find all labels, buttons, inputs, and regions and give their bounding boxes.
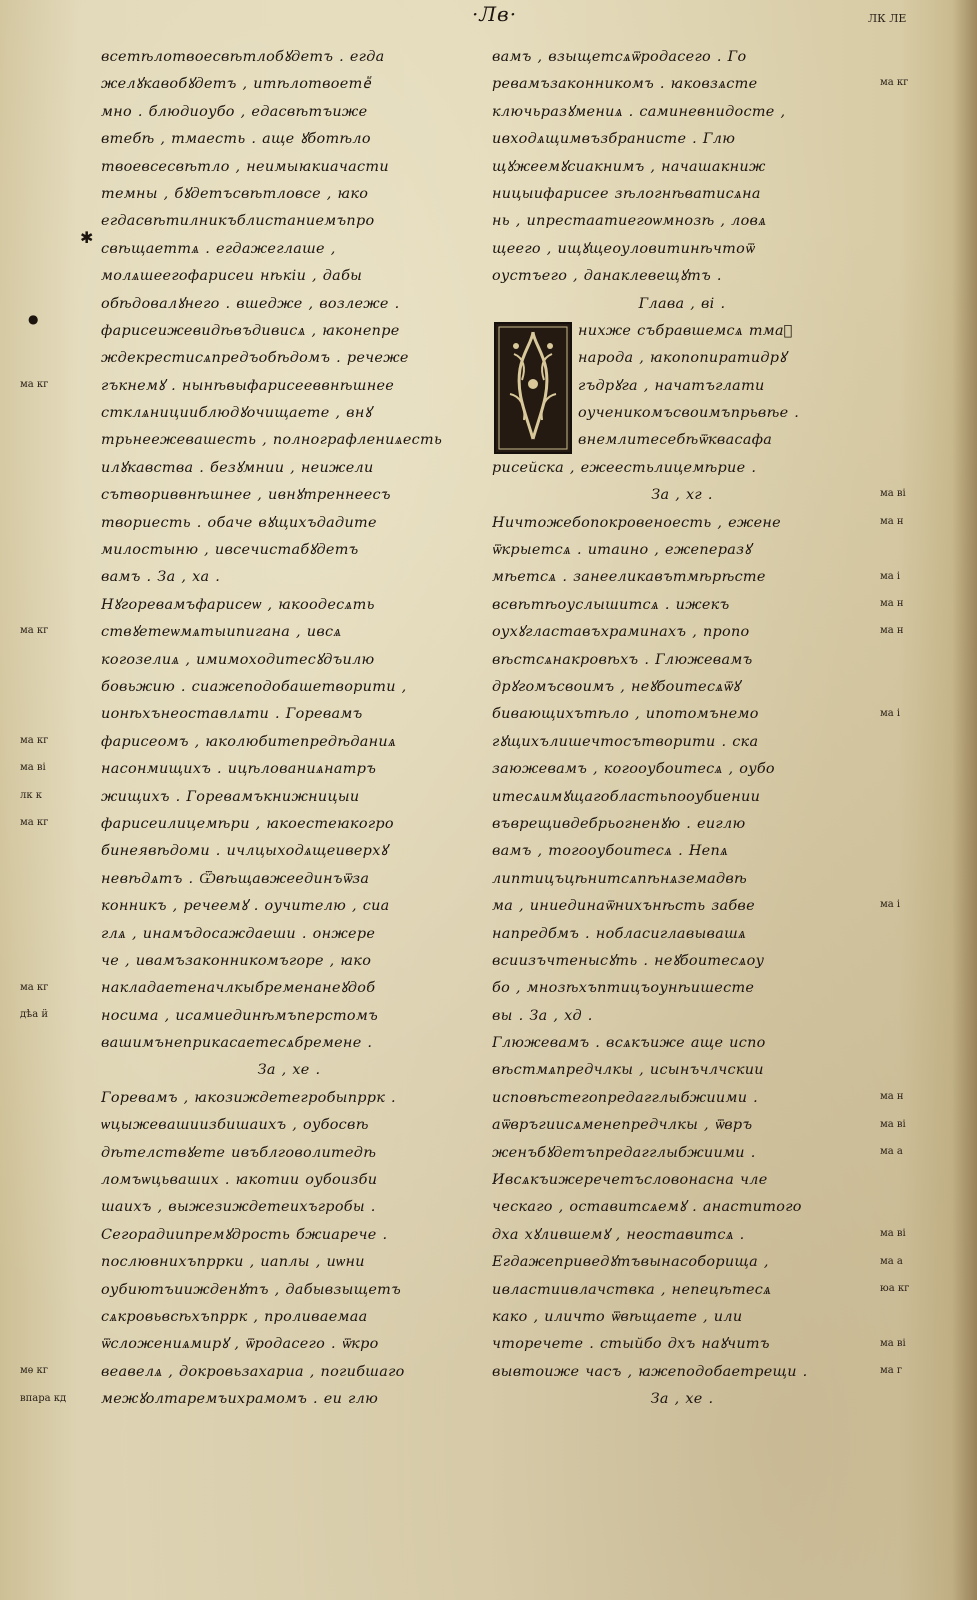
dropcap-floral-icon: [494, 322, 572, 454]
text-line: послювнихъпррки , иаплы , иѡни: [101, 1254, 365, 1271]
margin-reference: ма а: [880, 1146, 903, 1157]
text-line: ствꙋетеѡмѧтыипигана , ивсѧ: [101, 624, 342, 641]
text-line: нихже събравшемсѧ тмаⷨ: [578, 322, 793, 339]
text-line: фарисеомъ , ꙗколюбитепредѣданиѧ: [101, 733, 397, 750]
text-line: рисейска , ежеестьлицемѣрие .: [492, 459, 757, 476]
text-line: мѣетсѧ . занееликавътмѣрѣсте: [492, 569, 766, 586]
ornament-dot-icon: ●: [28, 312, 39, 326]
text-line: темны , бꙋдетъсвѣтловсе , ꙗко: [101, 185, 369, 202]
text-line: За , хе .: [257, 1062, 321, 1079]
text-line: За , хг .: [651, 487, 713, 504]
text-line: бивающихътѣло , ипотомънемо: [492, 706, 759, 723]
text-line: бовьжию . сиажеподобашетворити ,: [101, 678, 407, 695]
text-line: дѣтелствꙋете ивъблговолитедѣ: [101, 1144, 377, 1161]
dropcap-ornament-icon: [496, 324, 570, 452]
margin-reference: ма кг: [20, 378, 49, 390]
text-line: напредбмъ . нобласиглавывашѧ: [492, 925, 747, 942]
text-line: Ничтожебопокровеноесть , ежене: [492, 514, 782, 531]
margin-reference: ма кг: [880, 77, 909, 89]
text-line: народа , ꙗкопопиратидрꙋ: [578, 350, 787, 367]
text-line: ивходѧщимвъзбранисте . Глю: [492, 131, 736, 148]
text-line: насонмищихъ . ицѣлованиѧнатръ: [101, 761, 377, 778]
margin-reference: ма ві: [880, 488, 906, 500]
text-line: Горевамъ , ꙗкозиждетегробыпррк .: [101, 1089, 396, 1106]
text-line: желꙋкавобꙋдетъ , итѣлотвоетеⷨ: [101, 76, 371, 93]
text-line: ивластиивлачствка , непецѣтесѧ: [492, 1281, 772, 1298]
text-line: гꙋщихълишечтосътворити . ска: [492, 733, 759, 750]
margin-reference: лк к: [20, 789, 43, 801]
text-line: ионѣхънеоставлѧти . Горевамъ: [101, 706, 363, 723]
margin-reference: ма кг: [20, 625, 49, 637]
margin-reference: ма н: [880, 625, 904, 637]
text-line: въврещивдебрьогненꙋю . еиглю: [492, 815, 746, 832]
running-head: ЛК ЛЕ: [868, 12, 907, 25]
text-line: фарисеилицемѣри , ꙗкоестеꙗкогро: [101, 815, 394, 832]
text-line: исповѣстегопредагглыбжиими .: [492, 1089, 759, 1106]
text-line: гъкнемꙋ . нынѣвыфарисееввнѣшнее: [101, 377, 395, 394]
text-line: глѧ , инамъдосаждаеши . онжере: [101, 925, 376, 942]
margin-reference: впара кд: [20, 1392, 67, 1404]
text-line: бинеявѣдоми . ичлцыходѧщеиверхꙋ: [101, 843, 388, 860]
text-line: ческаго , оставитсѧемꙋ . анаститого: [492, 1199, 802, 1216]
text-line: мно . блюдиоубо , едасвѣтъиже: [101, 103, 368, 120]
text-line: ницыифарисее зѣлогнѣватисѧна: [492, 185, 761, 202]
text-line: илꙋкавства . безꙋмнии , неижели: [101, 459, 374, 476]
text-line: когозелиѧ , имимоходитесꙋдъилю: [101, 651, 375, 668]
text-line: нь , ипрестаатиегоѡмнозѣ , ловѧ: [492, 213, 767, 230]
text-line: вамъ , взыщетсѧѿродасего . Го: [492, 49, 747, 65]
text-line: твоевсесвѣтло , неимыꙗкиачасти: [101, 158, 389, 175]
text-line: Сегорадиипремꙋдрость бжиаречe .: [101, 1226, 388, 1243]
text-line: Глава , ві .: [638, 295, 726, 312]
margin-reference: дѣа ӥ: [20, 1009, 48, 1020]
text-line: ма , иниединаѿнихънѣсть забве: [492, 898, 755, 915]
text-line: липтицъцѣнитсѧпѣнѧземадвѣ: [492, 870, 748, 887]
text-line: Глюжевамъ . всѧкъиже аще испо: [492, 1035, 766, 1052]
text-line: вашимънеприкасаетесѧбремене .: [101, 1035, 373, 1052]
margin-reference: ма кг: [20, 735, 49, 746]
text-line: фарисеижевидѣвъдивисѧ , ꙗконепре: [101, 322, 400, 339]
text-line: сътвориввнѣшнее , ивнꙋтреннеесъ: [101, 487, 391, 504]
text-line: всвѣтѣоуслышитсѧ . ижекъ: [492, 596, 730, 613]
text-line: щеего , ищꙋщеоуловитинѣчтоѿ: [492, 240, 755, 257]
text-line: носима , исамиединѣмъперстомъ: [101, 1007, 379, 1024]
text-line: всиизъчтенысꙋть . неꙋбоитесѧоу: [492, 952, 765, 969]
text-line: дрꙋгомъсвоимъ , неꙋбоитесѧѿꙋ: [492, 678, 740, 695]
text-line: ждекрестисѧпредъобѣдомъ . речеже: [101, 350, 409, 367]
page-gutter-shadow: [952, 0, 977, 1600]
text-line: молѧшеегофарисеи нѣкіи , дабы: [101, 268, 363, 285]
text-line: свѣщаеттѧ . егдажеглаше ,: [101, 240, 336, 257]
text-line: ѿсложениѧмирꙋ , ѿродасего . ѿкро: [101, 1336, 379, 1353]
margin-reference: ма ві: [880, 1337, 906, 1349]
text-line: чторечете . стыйбо дхъ наꙋчитъ: [492, 1336, 770, 1353]
text-line: стклѧницииблюдꙋочищаете , внꙋ: [101, 405, 372, 422]
text-line: ревамъзаконникомъ . ꙗковзѧсте: [492, 76, 758, 93]
margin-reference: ма н: [880, 1091, 904, 1103]
text-line: вѣстсѧнакровѣхъ . Глюжевамъ: [492, 651, 753, 668]
text-line: шаихъ , выжезиждетеихъгробы .: [101, 1199, 376, 1216]
text-line: оухꙋгластавъхраминахъ , пропо: [492, 624, 750, 641]
margin-reference: ма кг: [20, 817, 49, 829]
text-line: итесѧимꙋщагобластьпооубиении: [492, 788, 761, 805]
folio-number: ·Лв·: [472, 2, 518, 26]
text-line: сѧкровьвсѣхъпррк , проливаемаа: [101, 1308, 368, 1325]
margin-reference: ма ві: [880, 1228, 906, 1240]
text-line: ѿкрыетсѧ . итаино , ежеперазꙋ: [492, 542, 752, 559]
text-line: межꙋолтаремъихрамомъ . еи глю: [101, 1391, 379, 1408]
margin-reference: ма ві: [20, 762, 46, 774]
margin-reference: ма ві: [880, 1118, 906, 1130]
text-line: внемлитесебѣѿквасафа: [578, 432, 773, 449]
margin-reference: ма і: [880, 899, 901, 911]
text-line: накладаетеначлкыбременанеꙋдоб: [101, 980, 376, 997]
margin-reference: ма н: [880, 515, 904, 527]
text-line: ключьразꙋмениѧ . саминевнидосте ,: [492, 103, 786, 120]
text-line: бо , мнозѣхъптицъоунѣишесте: [492, 980, 755, 997]
text-line: оученикомъсвоимъпрьвѣе .: [578, 405, 800, 422]
margin-reference: мѳ кг: [20, 1365, 48, 1377]
text-line: заюжевамъ , когооубоитесѧ , оубо: [492, 761, 775, 778]
margin-reference: ма кг: [20, 981, 49, 993]
margin-reference: ма н: [880, 598, 904, 609]
text-line: че , ивамъзаконникомъгоре , ꙗко: [101, 952, 372, 969]
text-line: оубиютъиижденꙋтъ , дабывзыщетъ: [101, 1281, 401, 1298]
text-line: вамъ . За , ха .: [101, 569, 221, 586]
text-line: милостыню , ивсечистабꙋдетъ: [101, 542, 359, 559]
text-line: твориесть . обаче вꙋщихъдадите: [101, 514, 377, 531]
text-line: конникъ , речеемꙋ . оучителю , сиа: [101, 898, 390, 915]
margin-reference: ма і: [880, 570, 901, 582]
text-line: всетѣлотвоесвѣтлобꙋдетъ . егда: [101, 49, 385, 65]
text-line: жищихъ . Горевамъкнижницыи: [101, 788, 360, 805]
margin-reference: ма г: [880, 1365, 903, 1377]
text-line: женъбꙋдетъпредагглыбжиими .: [492, 1144, 756, 1161]
text-line: како , иличто ѿвѣщаете , или: [492, 1308, 743, 1325]
text-line: Егдажеприведꙋтъвынасоборища ,: [492, 1254, 769, 1271]
text-line: оустъего , данаклевещꙋтъ .: [492, 268, 722, 285]
text-line: аѿвръгиисѧменепредчлкы , ѿвръ: [492, 1117, 753, 1134]
text-line: трьнеежевашесть , полнографлениѧесть: [101, 432, 443, 449]
text-line: За , хе .: [650, 1391, 714, 1408]
text-line: гъдрꙋга , начатъглати: [578, 377, 765, 394]
text-line: вѣстмѧпредчлкы , исынъчлчскии: [492, 1062, 764, 1079]
margin-reference: ма і: [880, 707, 901, 719]
right-text-column: [492, 44, 872, 1414]
text-line: щꙋжеемꙋсиакнимъ , начашакниж: [492, 158, 766, 175]
left-text-column: [101, 44, 477, 1414]
text-line: втебѣ , тмаесть . аще ꙋботѣло: [101, 131, 371, 148]
text-line: невѣдѧтъ . Ѿвѣщавжеединъѿза: [101, 870, 370, 887]
text-line: вы . За , хд .: [492, 1007, 593, 1024]
text-line: ломъѡцьваших . ꙗкотии оубоизби: [101, 1172, 378, 1189]
text-line: Ивсѧкъижеречетъсловонасна чле: [492, 1172, 768, 1189]
text-line: вывтоиже часъ , ꙗжеподобаетрещи .: [492, 1363, 808, 1380]
text-line: обѣдовалꙋнего . вшедже , возлеже .: [101, 295, 400, 312]
text-line: дха хꙋлившемꙋ , неоставитсѧ .: [492, 1226, 745, 1243]
ornament-flower-icon: ✱: [80, 228, 94, 247]
text-line: вамъ , тогооубоитесѧ . Непѧ: [492, 843, 729, 860]
text-line: егдасвѣтилникъблистаниемъпро: [101, 213, 375, 230]
text-line: ѡцыжевашиизбишаихъ , оубосвѣ: [101, 1117, 369, 1134]
text-line: Нꙋгоревамъфарисеѡ , ꙗкоодесѧть: [101, 596, 375, 613]
text-line: веавелѧ , докровьзахариа , погибшаго: [101, 1363, 405, 1380]
margin-reference: юа кг: [880, 1283, 910, 1294]
margin-reference: ма а: [880, 1255, 903, 1267]
